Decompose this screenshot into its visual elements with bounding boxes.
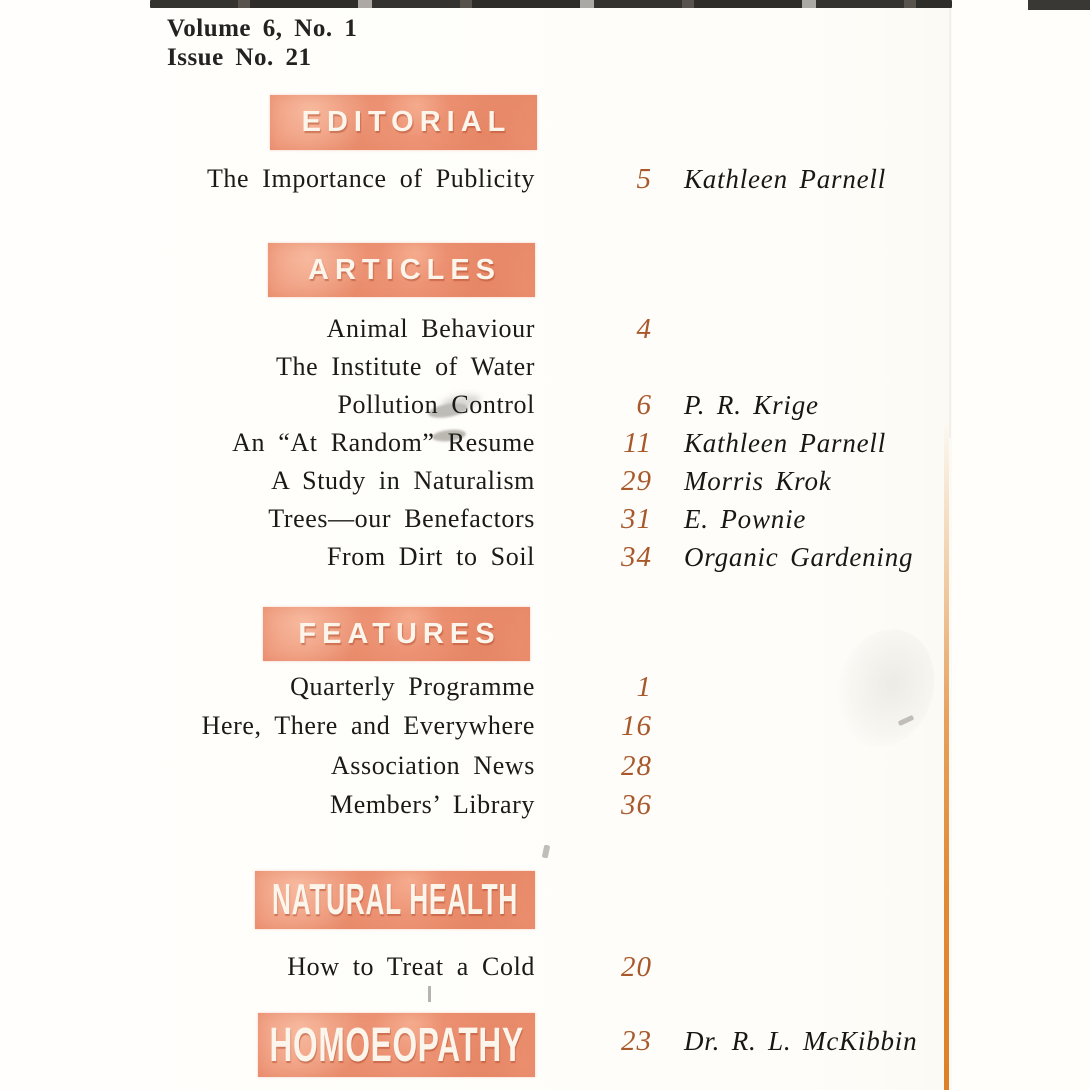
entry-title: Association News [330, 751, 535, 780]
toc-entry [0, 160, 940, 198]
toc-entry [0, 538, 940, 576]
badge-label: FEATURES [298, 617, 501, 650]
toc-entry [0, 462, 940, 500]
entry-title: An “At Random” Resume [232, 428, 535, 457]
entry-title: Members’ Library [330, 790, 535, 819]
toc-entry [0, 668, 940, 706]
entry-author: Morris Krok [684, 466, 832, 496]
entry-title: Quarterly Programme [290, 672, 535, 701]
badge-label: HOMOEOPATHY [269, 1018, 524, 1072]
entry-page-number: 23 [621, 1025, 652, 1057]
entry-page-number: 6 [636, 389, 652, 421]
entry-page-number: 11 [623, 427, 652, 459]
entry-page-number: 31 [621, 503, 652, 535]
entry-author: E. Pownie [684, 504, 807, 534]
scan-mark [428, 986, 431, 1002]
volume-line: Volume 6, No. 1 [167, 15, 358, 42]
entry-page-number: 36 [621, 789, 652, 821]
page-edge-shadow [949, 8, 951, 438]
entry-page-number: 29 [621, 465, 652, 497]
entry-page-number: 20 [621, 951, 652, 983]
entry-title: The Institute of Water Pollution Control [276, 352, 535, 419]
entry-author: P. R. Krige [684, 390, 819, 420]
entry-page-number: 1 [636, 671, 652, 703]
scan-edge-strip [150, 0, 952, 8]
section-badge-articles [268, 243, 535, 297]
entry-title: Animal Behaviour [326, 314, 535, 343]
toc-entry [0, 424, 940, 462]
entry-page-number: 16 [621, 710, 652, 742]
entry-page-number: 5 [636, 163, 652, 195]
entry-page-number: 28 [621, 750, 652, 782]
toc-entry [0, 1022, 940, 1060]
masthead [167, 14, 357, 72]
entry-author: Organic Gardening [684, 542, 914, 572]
entry-title: A Study in Naturalism [271, 466, 535, 495]
entry-title: How to Treat a Cold [287, 952, 535, 981]
entry-author: Dr. R. L. McKibbin [684, 1026, 918, 1056]
badge-label: NATURAL HEALTH [272, 875, 518, 924]
entry-title: From Dirt to Soil [326, 542, 535, 571]
section-badge-features [263, 607, 530, 661]
issue-line: Issue No. 21 [167, 44, 312, 71]
entry-author: Kathleen Parnell [684, 428, 887, 458]
toc-entry [0, 348, 940, 424]
toc-entry [0, 948, 940, 986]
toc-entry [0, 786, 940, 824]
entry-page-number: 34 [621, 541, 652, 573]
toc-entry [0, 747, 940, 785]
toc-entry [0, 310, 940, 348]
entry-title: The Importance of Publicity [206, 164, 535, 193]
entry-author: Kathleen Parnell [684, 164, 887, 194]
entry-title: Trees—our Benefactors [268, 504, 535, 533]
badge-label: EDITORIAL [301, 106, 512, 138]
badge-label: ARTICLES [308, 253, 501, 286]
section-badge-editorial [270, 95, 537, 150]
scan-corner-mark [1028, 0, 1090, 10]
entry-page-number: 4 [636, 313, 652, 345]
toc-entry [0, 500, 940, 538]
section-badge-natural-health [255, 871, 535, 929]
toc-entry [0, 707, 940, 745]
entry-title: Here, There and Everywhere [201, 711, 535, 740]
spine-orange-line [944, 420, 949, 1090]
